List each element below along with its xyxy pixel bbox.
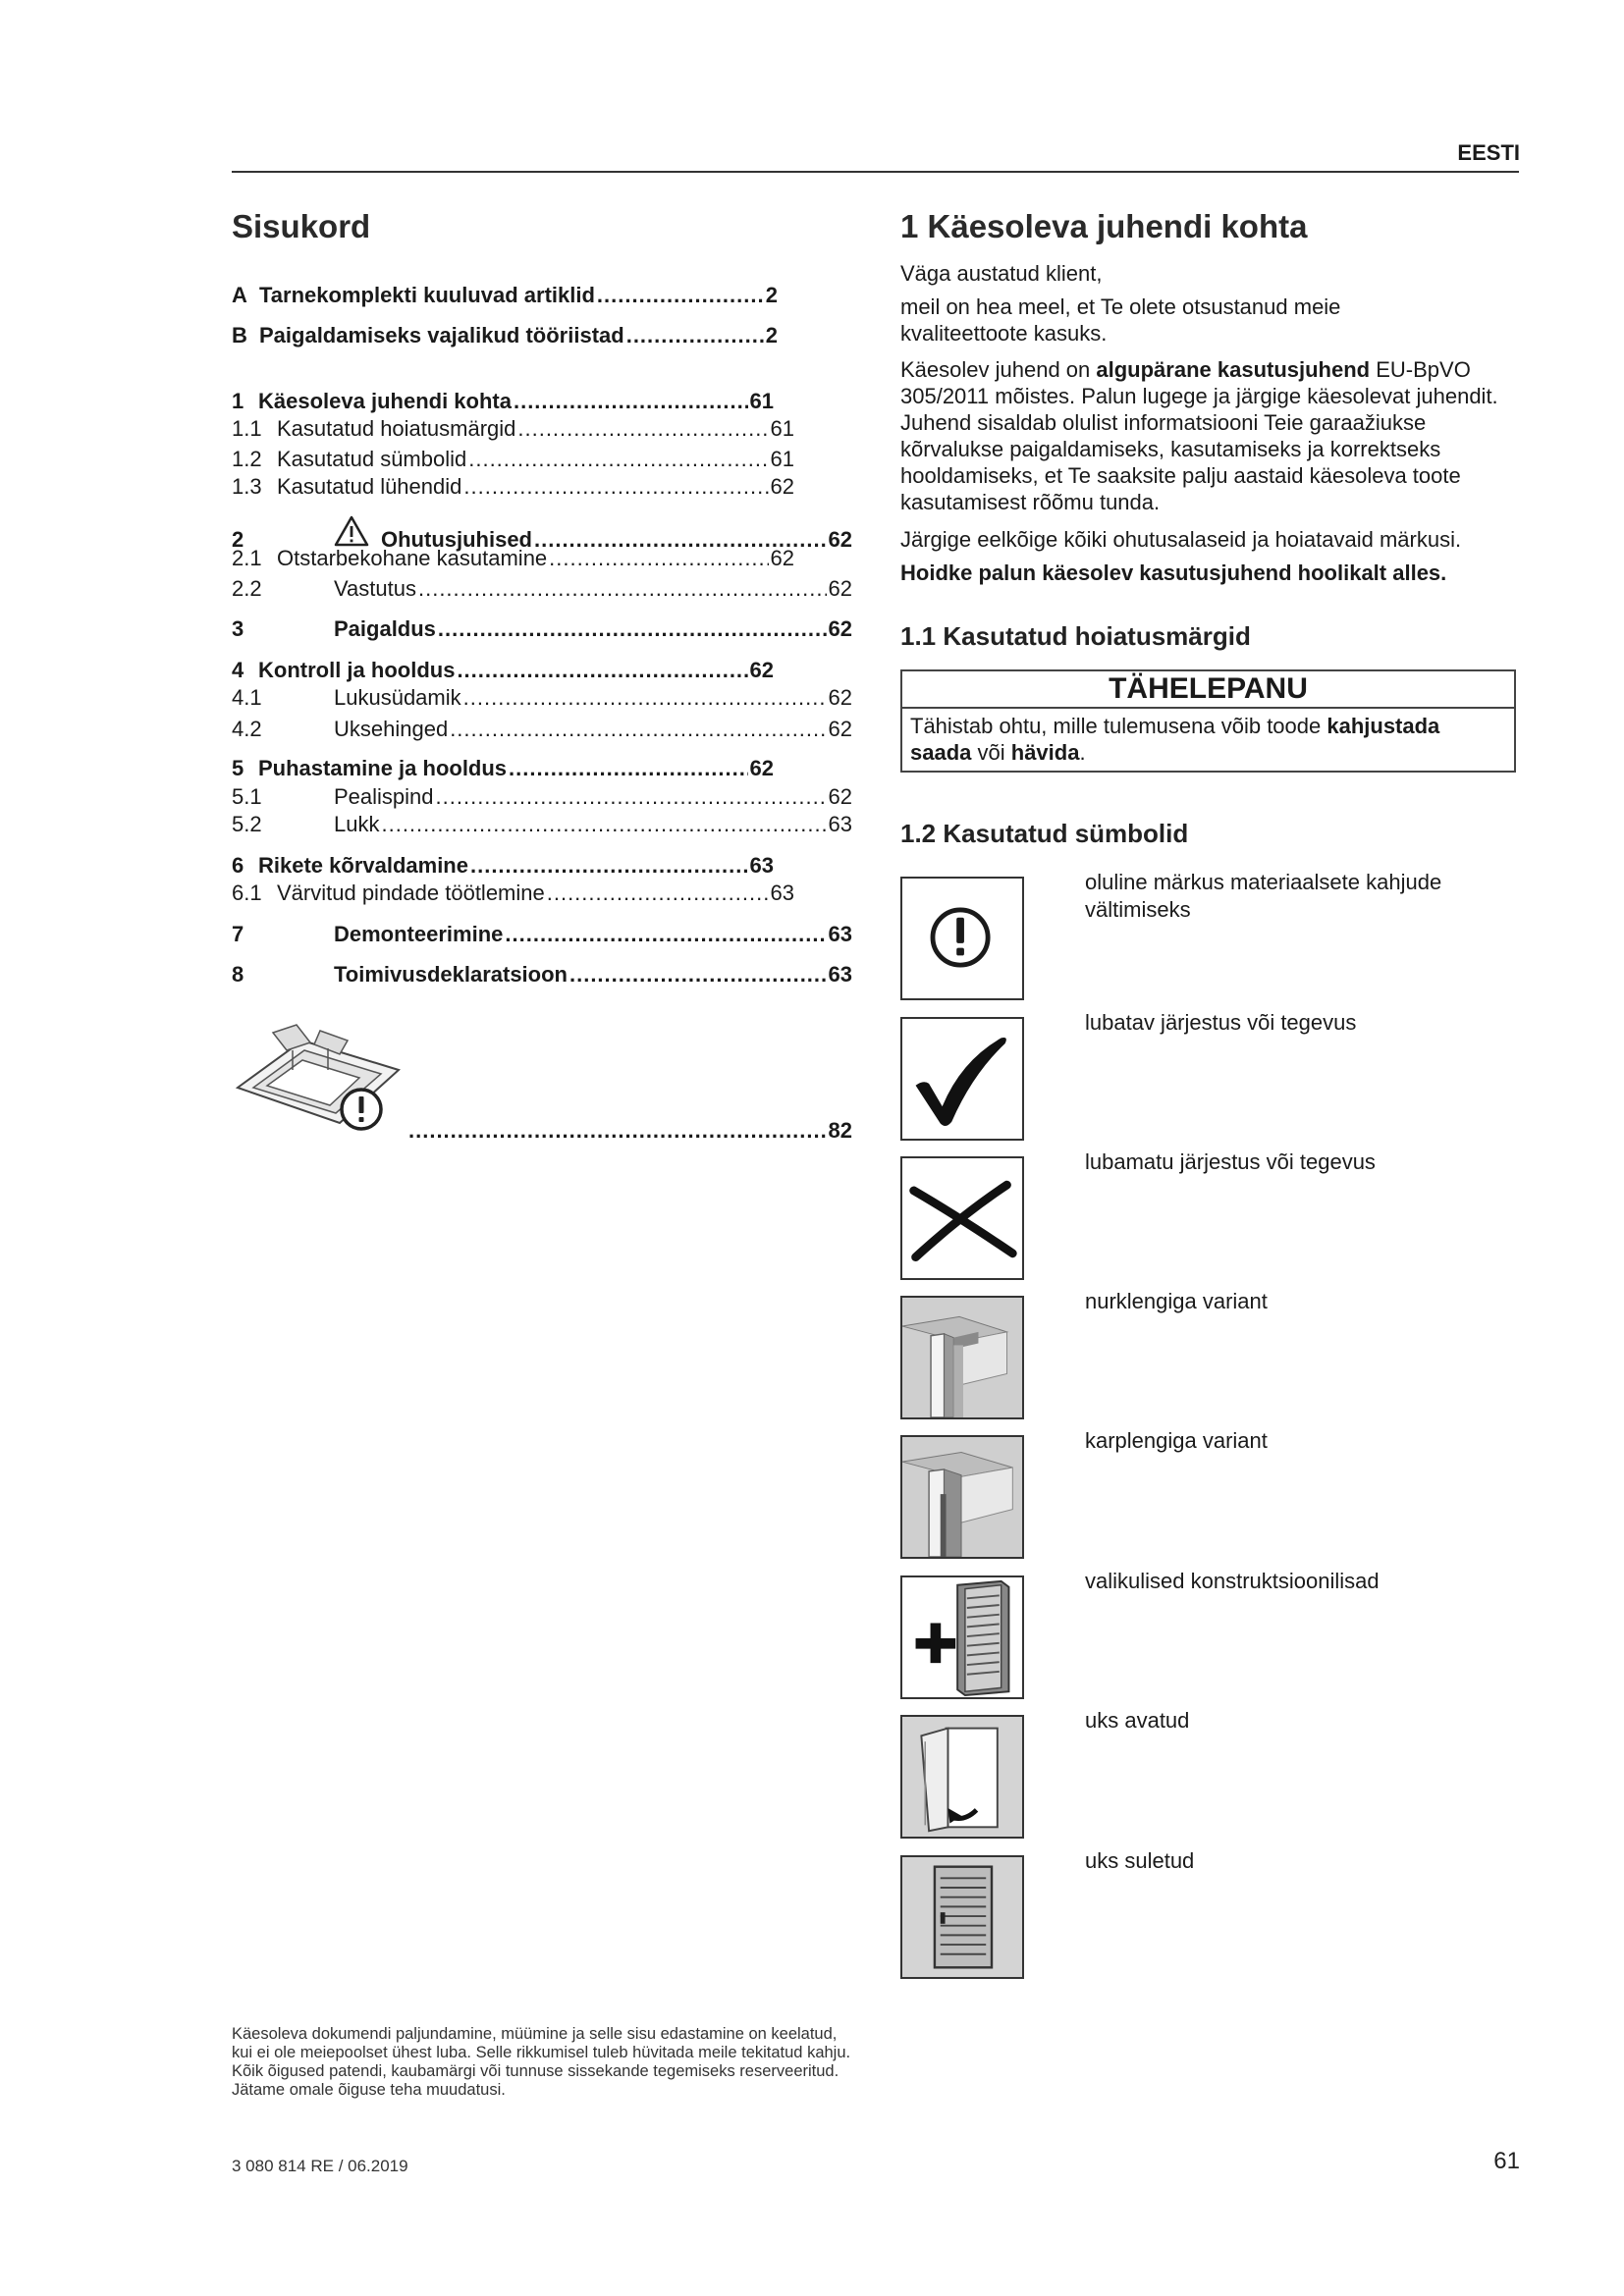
section-1-heading: 1 Käesoleva juhendi kohta <box>900 208 1308 244</box>
symbol-description: oluline märkus materiaalsete kahjude vältimiseks <box>1085 870 1442 922</box>
toc-entry[interactable]: 4.2 Uksehinged ..... 62 <box>232 716 852 743</box>
intro-paragraph: meil on hea meel, et Te olete otsustanud meie kvaliteettoote kasuks. <box>900 294 1341 346</box>
toc-entry[interactable]: 6.1 Värvitud pindade töötlemine ..... 63 <box>232 880 794 907</box>
toc-entry[interactable]: 1 Käesoleva juhendi kohta ..... 61 <box>232 388 774 415</box>
toc-entry[interactable]: 8 Toimivusdeklaratsioon ..... 63 <box>232 961 852 988</box>
symbol-description: uks avatud <box>1085 1708 1190 1733</box>
symbol-description: valikulised konstruktsioonilisad <box>1085 1569 1380 1593</box>
toc-entry[interactable]: B Paigaldamiseks vajalikud tööriistad ..... 2 <box>232 322 778 349</box>
cross-icon <box>900 1156 1024 1280</box>
greeting: Väga austatud klient, <box>900 261 1103 286</box>
toc-entry[interactable]: 1.2 Kasutatud sümbolid ..... 61 <box>232 446 794 473</box>
toc-entry[interactable]: 4 Kontroll ja hooldus ..... 62 <box>232 657 774 684</box>
attention-icon <box>900 877 1024 1000</box>
toc-entry[interactable]: 6 Rikete kõrvaldamine ..... 63 <box>232 852 774 880</box>
notice-text: Tähistab ohtu, mille tulemusena võib toode kahjustada saada või hävida. <box>910 714 1440 765</box>
checkmark-icon <box>900 1017 1024 1141</box>
corner-frame-icon <box>900 1296 1024 1419</box>
warning-triangle-icon <box>334 515 369 547</box>
document-number: 3 080 814 RE / 06.2019 <box>232 2157 408 2175</box>
manual-description: Käesolev juhend on algupärane kasutusjuhend EU-BpVO 305/2011 mõistes. Palun lugege ja järgige käesolevat juhendit. Juhend sisaldab olulist informatsiooni Teie garaažiukse kõrvalukse paigaldamiseks, kasutamiseks ja korrektseks hooldamiseks, et Te saaksite palju aastaid käesoleva toote kasutamisest rõõmu tunda. <box>900 357 1498 514</box>
language-label: EESTI <box>1457 140 1520 165</box>
toc-entry[interactable]: A Tarnekomplekti kuuluvad artiklid ..... 2 <box>232 282 778 309</box>
symbol-description: lubatav järjestus või tegevus <box>1085 1010 1357 1035</box>
toc-entry[interactable]: 5.2 Lukk ..... 63 <box>232 811 852 838</box>
header-rule <box>232 171 1519 173</box>
section-1-2-heading: 1.2 Kasutatud sümbolid <box>900 819 1189 848</box>
optional-accessory-icon <box>900 1575 1024 1699</box>
symbol-description: karplengiga variant <box>1085 1428 1268 1453</box>
block-frame-icon <box>900 1435 1024 1559</box>
door-open-icon <box>900 1715 1024 1839</box>
notice-box <box>900 669 1516 773</box>
toc-entry[interactable]: 1.3 Kasutatud lühendid ..... 62 <box>232 473 794 501</box>
toc-title: Sisukord <box>232 208 371 244</box>
toc-entry[interactable]: 2.2 Vastutus ..... 62 <box>232 575 852 603</box>
ceiling-panel-illustration <box>234 1021 406 1139</box>
toc-entry[interactable]: 4.1 Lukusüdamik ..... 62 <box>232 684 852 712</box>
keep-manual-note: Hoidke palun käesolev kasutusjuhend hoolikalt alles. <box>900 561 1447 585</box>
toc-entry[interactable]: 5.1 Pealispind ..... 62 <box>232 783 852 811</box>
toc-entry[interactable]: 3 Paigaldus ..... 62 <box>232 615 852 643</box>
toc-entry[interactable]: 1.1 Kasutatud hoiatusmärgid ..... 61 <box>232 415 794 443</box>
toc-entry[interactable]: 2 Ohutusjuhised ..... 62 <box>232 515 852 554</box>
safety-note: Järgige eelkõige kõiki ohutusalaseid ja hoiatavaid märkusi. <box>900 527 1462 552</box>
section-1-1-heading: 1.1 Kasutatud hoiatusmärgid <box>900 621 1251 651</box>
toc-image-reference[interactable]: ..... 82 <box>406 1117 852 1145</box>
symbol-description: lubamatu järjestus või tegevus <box>1085 1149 1376 1174</box>
door-closed-icon <box>900 1855 1024 1979</box>
toc-entry[interactable]: 5 Puhastamine ja hooldus ..... 62 <box>232 755 774 782</box>
symbol-description: uks suletud <box>1085 1848 1195 1873</box>
page-number: 61 <box>1493 2148 1520 2174</box>
notice-title: TÄHELEPANU <box>902 671 1514 709</box>
copyright-notice: Käesoleva dokumendi paljundamine, müümine ja selle sisu edastamine on keelatud, kui ei ole meiepoolset ühest luba. Selle rikkumisel tuleb hüvitada meile tekitatud kahju. Kõik õigused patendi, kaubamärgi või tunnuse sissekande tegemiseks reserveeritud. Jätame omale õiguse teha muudatusi. <box>232 2025 851 2099</box>
symbol-description: nurklengiga variant <box>1085 1289 1268 1313</box>
toc-entry[interactable]: 7 Demonteerimine ..... 63 <box>232 921 852 948</box>
toc-entry[interactable]: 2.1 Otstarbekohane kasutamine ..... 62 <box>232 545 794 572</box>
